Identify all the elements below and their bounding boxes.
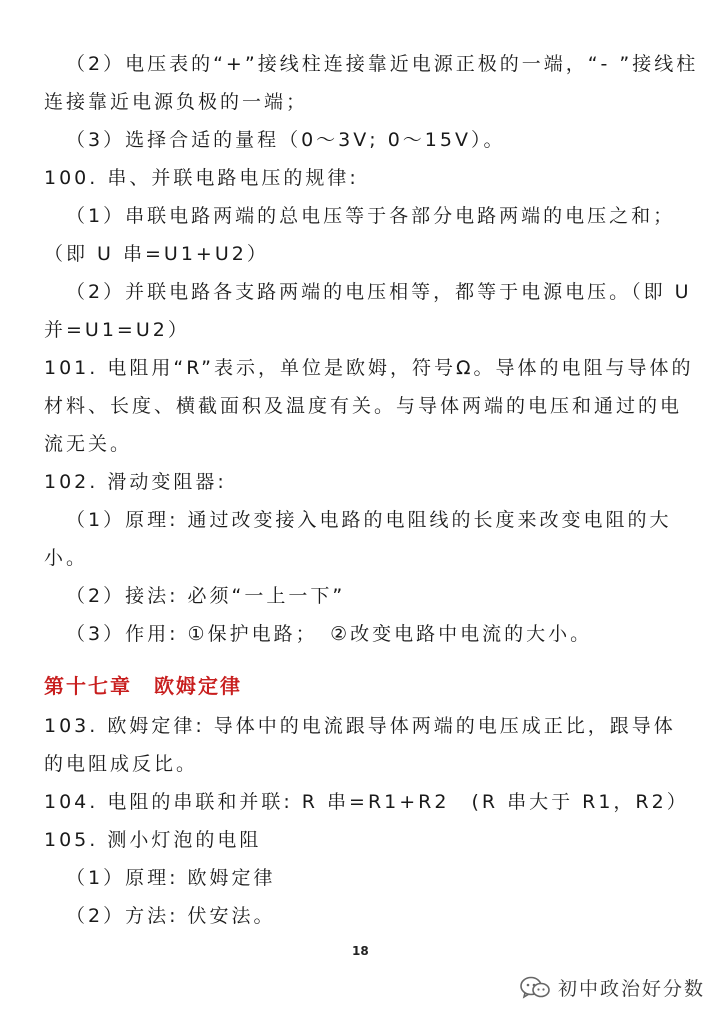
- section-heading-103: 103. 欧姆定律: 导体中的电流跟导体两端的电压成正比，跟导体: [44, 715, 676, 737]
- text-line: 流无关。: [44, 433, 133, 455]
- text-line: （2）接法: 必须“一上一下”: [66, 585, 346, 607]
- section-heading-102: 102. 滑动变阻器:: [44, 471, 227, 493]
- text-line: （1）串联电路两端的总电压等于各部分电路两端的电压之和；: [66, 205, 676, 227]
- section-heading-100: 100. 串、并联电路电压的规律:: [44, 167, 359, 189]
- chapter-heading: 第十七章 欧姆定律: [44, 674, 242, 698]
- text-line: （2）电压表的“+”接线柱连接靠近电源正极的一端，“- ”接线柱: [66, 53, 699, 75]
- wechat-icon: [520, 976, 550, 1000]
- watermark-text: 初中政治好分数: [558, 978, 706, 1000]
- watermark: [520, 974, 705, 1001]
- text-line: （2）方法: 伏安法。: [66, 905, 276, 927]
- text-line: 并=U1=U2）: [44, 319, 190, 341]
- text-line: （2）并联电路各支路两端的电压相等，都等于电源电压。（即 U: [66, 281, 692, 303]
- text-line: （即 U 串=U1+U2）: [44, 243, 269, 265]
- page-number: 18: [352, 944, 369, 958]
- text-line: （1）原理: 通过改变接入电路的电阻线的长度来改变电阻的大: [66, 509, 672, 531]
- text-line: （3）作用: ①保护电路； ②改变电路中电流的大小。: [66, 623, 593, 645]
- text-line: 的电阻成反比。: [44, 753, 199, 775]
- text-line: （3）选择合适的量程（0～3V; 0～15V）。: [66, 129, 506, 151]
- text-line: 材料、长度、横截面积及温度有关。与导体两端的电压和通过的电: [44, 395, 683, 417]
- text-line: （1）原理: 欧姆定律: [66, 867, 276, 889]
- section-heading-105: 105. 测小灯泡的电阻: [44, 829, 262, 851]
- section-heading-104: 104. 电阻的串联和并联: R 串=R1+R2 (R 串大于 R1，R2）: [44, 791, 689, 813]
- text-line: 连接靠近电源负极的一端；: [44, 91, 309, 113]
- text-line: 小。: [44, 547, 89, 569]
- section-heading-101: 101. 电阻用“R”表示，单位是欧姆，符号Ω。导体的电阻与导体的: [44, 357, 694, 379]
